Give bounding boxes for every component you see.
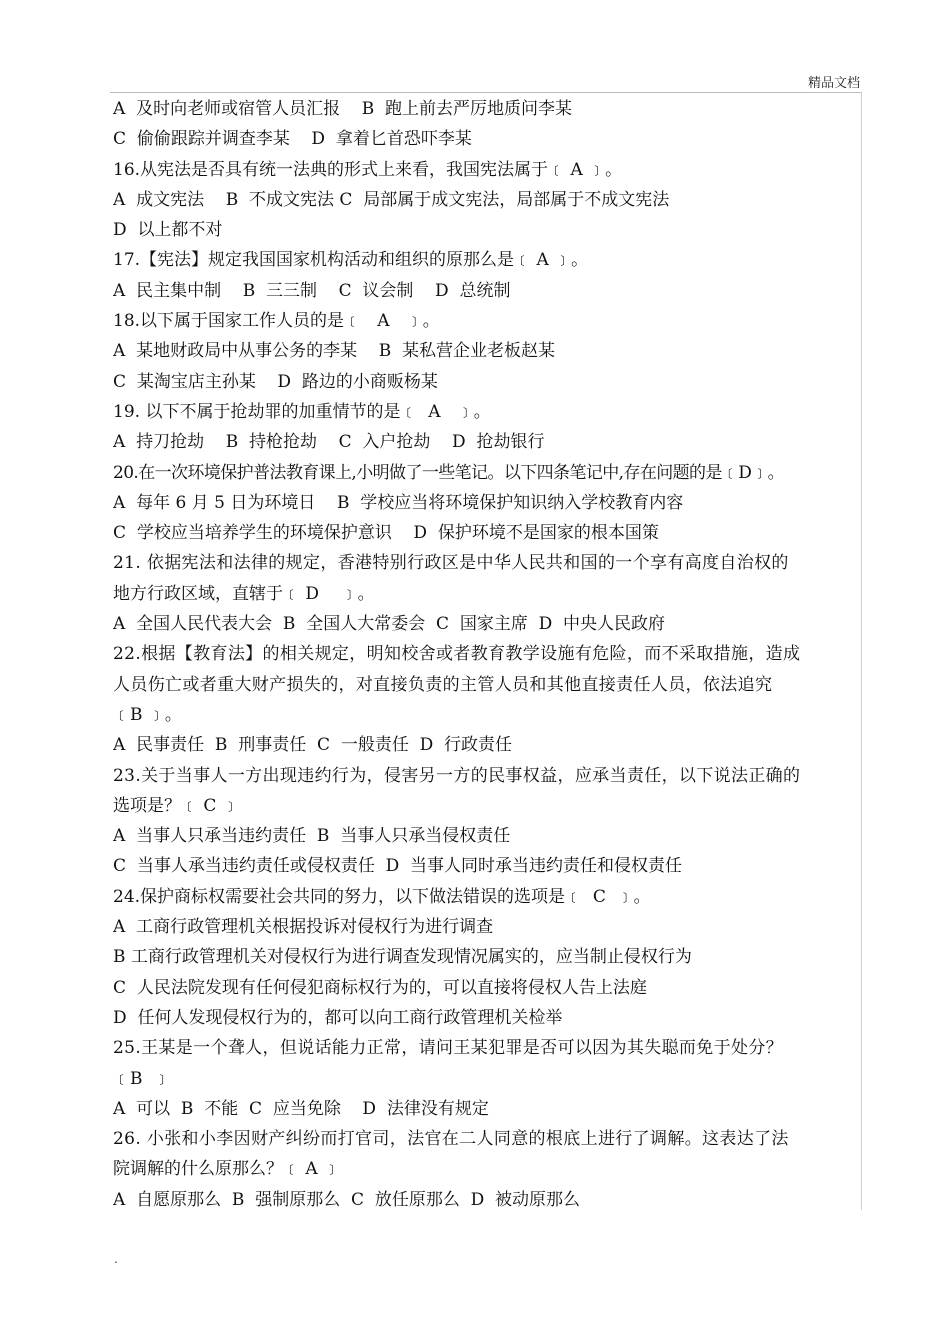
document-body	[113, 94, 859, 1215]
text-line: C 某淘宝店主孙某 D 路边的小商贩杨某	[113, 371, 438, 392]
text-line: A 当事人只承当违约责任 B 当事人只承当侵权责任	[113, 826, 511, 847]
header-tag: 精品文档	[807, 76, 860, 91]
question-20: 20.在一次环境保护普法教育课上,小明做了一些笔记。以下四条笔记中,存在问题的是﹝D﹞。	[113, 462, 785, 483]
question-25: 25.王某是一个聋人，但说话能力正常，请问王某犯罪是否可以因为其失聪而免于处分？	[113, 1038, 784, 1059]
text-line: C 人民法院发现有任何侵犯商标权行为的，可以直接将侵权人告上法庭	[113, 977, 647, 998]
text-line: A 成文宪法 B 不成文宪法 C 局部属于成文宪法，局部属于不成文宪法	[113, 189, 670, 210]
text-line: A 民主集中制 B 三三制 C 议会制 D 总统制	[113, 280, 511, 301]
text-line: A 全国人民代表大会 B 全国人大常委会 C 国家主席 D 中央人民政府	[113, 614, 666, 635]
question-18: 18.以下属于国家工作人员的是﹝ A ﹞。	[113, 311, 440, 332]
text-line: A 自愿原那么 B 强制原那么 C 放任原那么 D 被动原那么	[113, 1189, 581, 1210]
right-margin-rule	[861, 92, 862, 1210]
text-line: 地方行政区域，直辖于﹝ D ﹞。	[113, 583, 375, 604]
text-line: D 以上都不对	[113, 220, 223, 241]
question-23: 23.关于当事人一方出现违约行为，侵害另一方的民事权益，应承当责任，以下说法正确的	[113, 765, 801, 786]
question-19: 19. 以下不属于抢劫罪的加重情节的是﹝ A ﹞。	[113, 401, 491, 422]
text-line: A 可以 B 不能 C 应当免除 D 法律没有规定	[113, 1098, 489, 1119]
question-24: 24.保护商标权需要社会共同的努力，以下做法错误的选项是﹝ C ﹞。	[113, 886, 651, 907]
text-line: C 学校应当培养学生的环境保护意识 D 保护环境不是国家的根本国策	[113, 523, 659, 544]
header-rule	[110, 92, 862, 93]
footer-mark: .	[114, 1252, 118, 1266]
text-line: ﹝B ﹞	[113, 1068, 171, 1089]
text-line: 选项是？﹝ C ﹞	[113, 795, 239, 816]
text-line: 院调解的什么原那么？﹝ A ﹞	[113, 1159, 341, 1180]
question-26: 26. 小张和小李因财产纠纷而打官司，法官在二人同意的根底上进行了调解。这表达了法	[113, 1129, 789, 1150]
text-line: B 工商行政管理机关对侵权行为进行调查发现情况属实的，应当制止侵权行为	[113, 947, 692, 968]
text-line: A 持刀抢劫 B 持枪抢劫 C 入户抢劫 D 抢劫银行	[113, 432, 545, 453]
text-line: A 某地财政局中从事公务的李某 B 某私营企业老板赵某	[113, 341, 555, 362]
text-line: 人员伤亡或者重大财产损失的，对直接负责的主管人员和其他直接责任人员，依法追究	[113, 674, 773, 695]
question-21: 21. 依据宪法和法律的规定，香港特别行政区是中华人民共和国的一个享有高度自治权的	[113, 553, 789, 574]
text-line: A 每年 6 月 5 日为环境日 B 学校应当将环境保护知识纳入学校教育内容	[113, 492, 684, 513]
question-22: 22.根据【教育法】的相关规定，明知校舍或者教育教学设施有危险，而不采取措施，造成	[113, 644, 801, 665]
text-line: A 民事责任 B 刑事责任 C 一般责任 D 行政责任	[113, 735, 513, 756]
question-17: 17.【宪法】规定我国国家机构活动和组织的原那么是﹝ A ﹞。	[113, 250, 589, 271]
question-16: 16.从宪法是否具有统一法典的形式上来看，我国宪法属于﹝ A ﹞。	[113, 159, 623, 180]
text-line: A 工商行政管理机关根据投诉对侵权行为进行调查	[113, 917, 494, 938]
text-line: A 及时向老师或宿管人员汇报 B 跑上前去严厉地质问李某	[113, 99, 572, 119]
text-line: C 偷偷跟踪并调查李某 D 拿着匕首恐吓李某	[113, 129, 472, 150]
text-line: C 当事人承当违约责任或侵权责任 D 当事人同时承当违约责任和侵权责任	[113, 856, 683, 877]
text-line: ﹝B ﹞。	[113, 704, 182, 725]
text-line: D 任何人发现侵权行为的，都可以向工商行政管理机关检举	[113, 1007, 563, 1028]
